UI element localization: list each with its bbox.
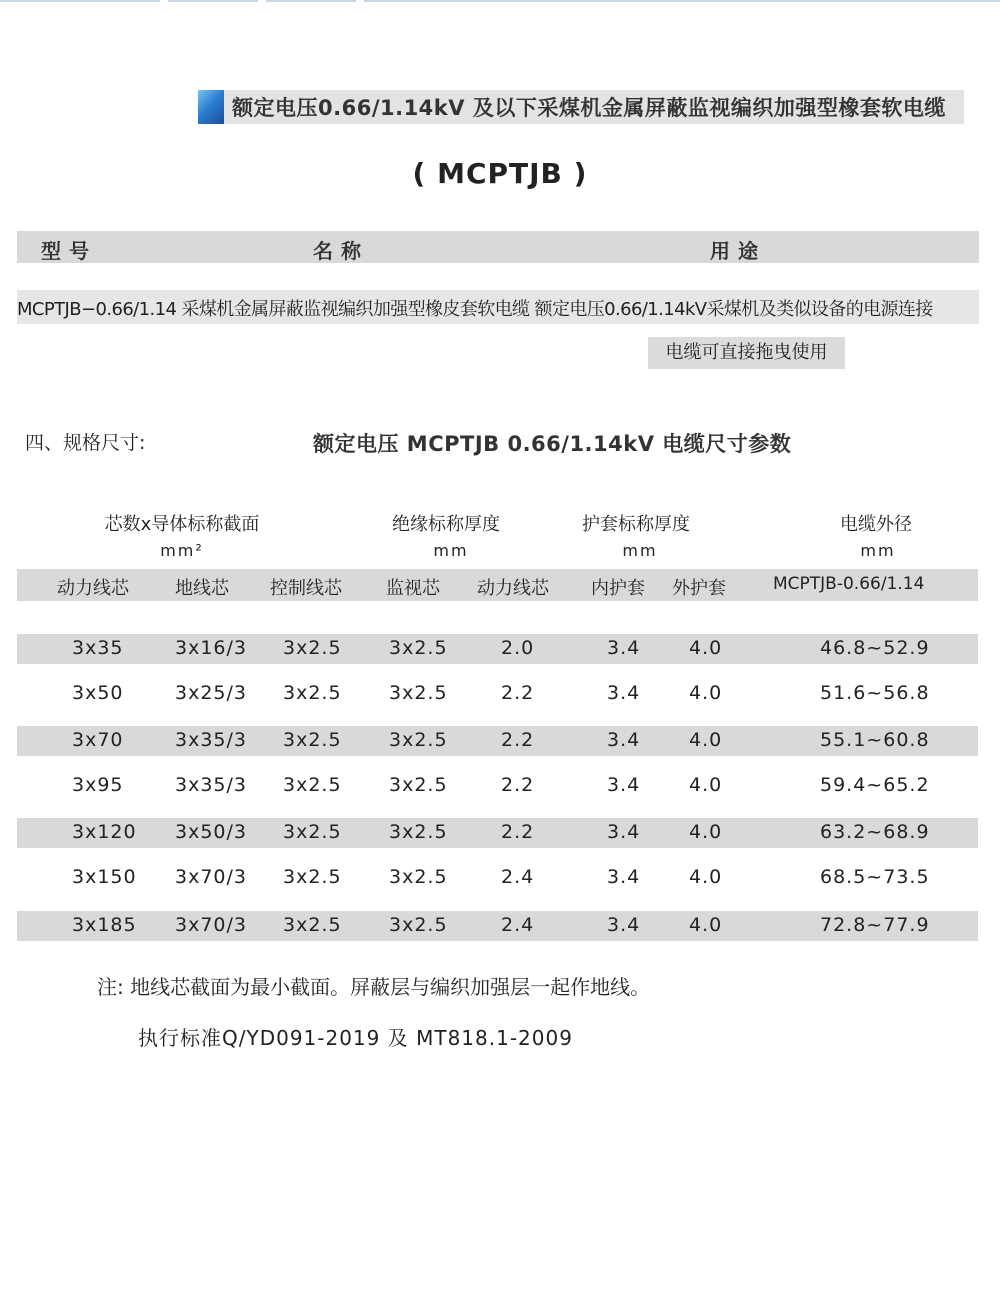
table-cell: 4.0: [689, 729, 723, 751]
group-unit-sheath: mm: [622, 541, 658, 560]
table-cell: 2.2: [501, 682, 535, 704]
table-cell: 3x2.5: [283, 682, 342, 704]
table-cell: 55.1~60.8: [820, 729, 930, 751]
group-header-insulation: 绝缘标称厚度: [392, 514, 500, 535]
table-cell: 4.0: [689, 866, 723, 888]
table-cell: 3x16/3: [175, 637, 247, 659]
table-cell: 72.8~77.9: [820, 914, 930, 936]
top-divider-3: [266, 0, 356, 2]
table-cell: 4.0: [689, 774, 723, 796]
table-row: [17, 726, 978, 756]
header-usage: 用途: [710, 239, 766, 263]
table-row: [17, 818, 978, 848]
table-cell: 4.0: [689, 821, 723, 843]
page-title: 额定电压0.66/1.14kV 及以下采煤机金属屏蔽监视编织加强型橡套软电缆: [232, 96, 946, 120]
table-row: [17, 771, 978, 801]
col-header-control-core: 控制线芯: [270, 578, 342, 599]
table-cell: 2.2: [501, 729, 535, 751]
table-cell: 2.4: [501, 866, 535, 888]
table-row: [17, 634, 978, 664]
table-cell: 3x2.5: [389, 682, 448, 704]
table-cell: 59.4~65.2: [820, 774, 930, 796]
col-header-monitor-core: 监视芯: [386, 578, 440, 599]
top-divider-1: [0, 0, 160, 2]
table-cell: 63.2~68.9: [820, 821, 930, 843]
col-header-earth-core: 地线芯: [175, 578, 229, 599]
table-cell: 3x35/3: [175, 729, 247, 751]
table-cell: 2.0: [501, 637, 535, 659]
col-header-power-core: 动力线芯: [57, 578, 129, 599]
table-cell: 4.0: [689, 914, 723, 936]
table-cell: 3x35: [72, 637, 124, 659]
description-text: MCPTJB−0.66/1.14 采煤机金属屏蔽监视编织加强型橡皮套软电缆 额定电压0.66/1.14kV采煤机及类似设备的电源连接: [17, 299, 933, 320]
table-cell: 3x2.5: [283, 866, 342, 888]
description-band: [17, 290, 979, 324]
table-cell: 3x2.5: [389, 774, 448, 796]
table-cell: 3x2.5: [283, 821, 342, 843]
section-label: 四、规格尺寸:: [25, 432, 146, 454]
table-cell: 3x50/3: [175, 821, 247, 843]
standard-reference: 执行标准Q/YD091-2019 及 MT818.1-2009: [138, 1026, 573, 1050]
table-cell: 3.4: [607, 914, 641, 936]
header-type: 型号: [41, 239, 97, 263]
table-cell: 3.4: [607, 729, 641, 751]
table-cell: 46.8~52.9: [820, 637, 930, 659]
table-cell: 3x70/3: [175, 914, 247, 936]
table-cell: 2.2: [501, 774, 535, 796]
model-heading: ( MCPTJB ): [412, 157, 588, 190]
group-unit-diameter: mm: [860, 541, 896, 560]
header-band: [17, 231, 979, 263]
table-cell: 3x35/3: [175, 774, 247, 796]
top-divider-2: [168, 0, 258, 2]
table-cell: 3x150: [72, 866, 137, 888]
header-name: 名称: [313, 239, 369, 263]
table-cell: 4.0: [689, 682, 723, 704]
group-header-sheath: 护套标称厚度: [582, 514, 690, 535]
top-divider-4: [364, 0, 1000, 2]
table-cell: 68.5~73.5: [820, 866, 930, 888]
table-cell: 3x2.5: [283, 637, 342, 659]
section-title: 额定电压 MCPTJB 0.66/1.14kV 电缆尺寸参数: [313, 432, 792, 456]
col-header-outer-diameter: MCPTJB-0.66/1.14: [773, 574, 925, 594]
table-cell: 3.4: [607, 866, 641, 888]
footnote: 注: 地线芯截面为最小截面。屏蔽层与编织加强层一起作地线。: [97, 975, 651, 999]
table-cell: 3.4: [607, 821, 641, 843]
table-cell: 4.0: [689, 637, 723, 659]
table-row: [17, 911, 978, 941]
table-cell: 2.2: [501, 821, 535, 843]
col-header-inner-sheath: 内护套: [591, 578, 645, 599]
table-cell: 3x70/3: [175, 866, 247, 888]
table-cell: 3x2.5: [389, 866, 448, 888]
group-unit-insulation: mm: [433, 541, 469, 560]
table-cell: 3x50: [72, 682, 124, 704]
group-unit-conductor: mm²: [160, 541, 204, 560]
title-accent-square: [198, 90, 224, 124]
table-cell: 3.4: [607, 774, 641, 796]
usage-extra: 电缆可直接拖曳使用: [648, 337, 845, 369]
table-cell: 3x2.5: [389, 914, 448, 936]
table-cell: 3x2.5: [283, 914, 342, 936]
table-cell: 2.4: [501, 914, 535, 936]
table-cell: 3x95: [72, 774, 124, 796]
table-cell: 3.4: [607, 637, 641, 659]
table-cell: 3x120: [72, 821, 137, 843]
group-header-diameter: 电缆外径: [840, 514, 912, 535]
table-cell: 51.6~56.8: [820, 682, 930, 704]
table-cell: 3x2.5: [283, 774, 342, 796]
table-row: [17, 679, 978, 709]
table-cell: 3x2.5: [389, 637, 448, 659]
table-cell: 3x2.5: [389, 821, 448, 843]
table-cell: 3x185: [72, 914, 137, 936]
col-header-outer-sheath: 外护套: [672, 578, 726, 599]
table-cell: 3x70: [72, 729, 124, 751]
table-row: [17, 863, 978, 893]
col-header-power-insulation: 动力线芯: [477, 578, 549, 599]
table-cell: 3x2.5: [389, 729, 448, 751]
table-cell: 3x25/3: [175, 682, 247, 704]
table-cell: 3.4: [607, 682, 641, 704]
table-cell: 3x2.5: [283, 729, 342, 751]
title-bar: [198, 90, 964, 124]
group-header-conductor: 芯数x导体标称截面: [104, 514, 260, 535]
